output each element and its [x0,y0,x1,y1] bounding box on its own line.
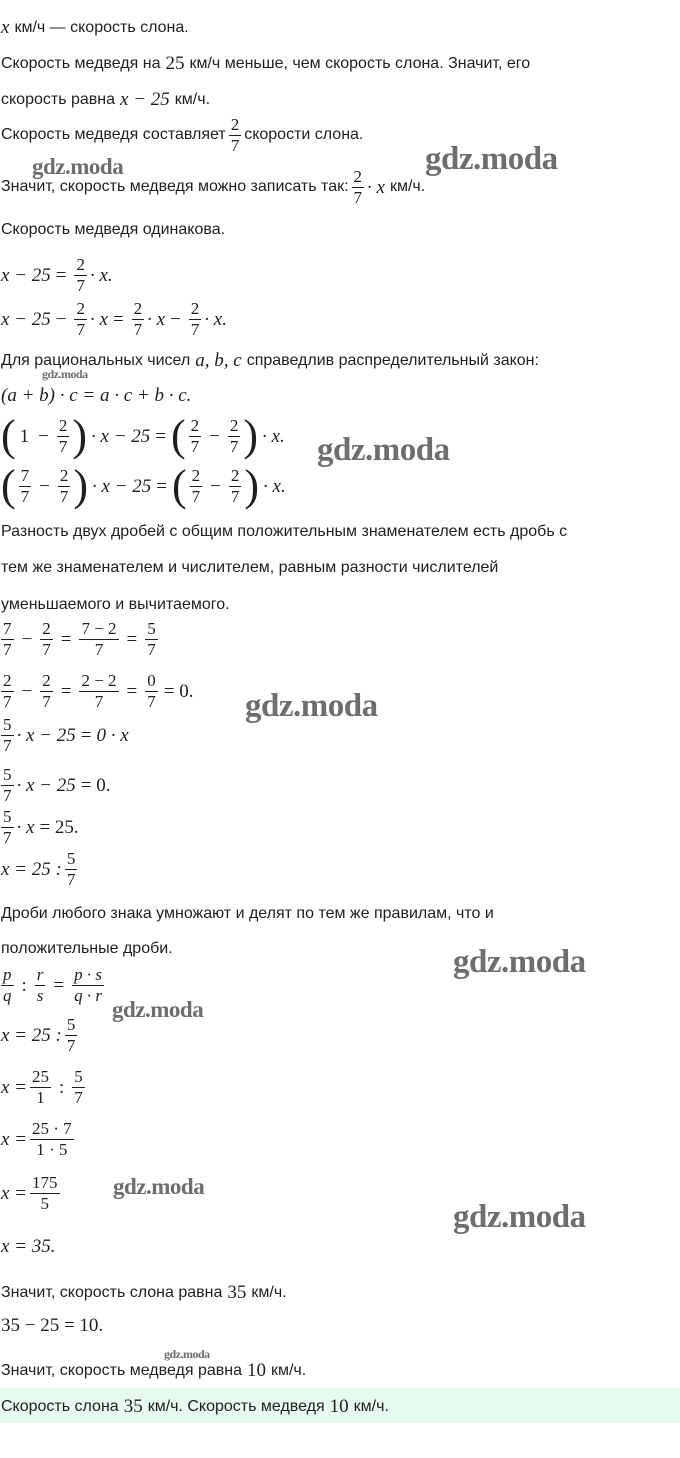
equation-7: $\frac{5}{7}$ · x − 25 = 0 · x [3,715,129,755]
watermark-logo: gdz.moda [453,944,586,980]
watermark-logo: gdz.moda [453,1199,586,1235]
division-rule: $\frac{p}{q}$ : $\frac{r}{s}$ = $\frac{p \cdot s}{q \cdot r}$ [3,965,102,1005]
rule-text-4: Дроби любого знака умножают и делят по тем же правилам, что и [1,905,494,922]
equation-1: x − 25 = $\frac{2}{7}$ · x. [1,255,113,295]
var-x: x [1,17,10,38]
watermark-logo: gdz.moda [164,1347,210,1361]
equation-4: ( $\frac{7}{7}$ − $\frac{2}{7}$ ) · x − 25 = ( $\frac{2}{7}$ − $\frac{2}{7}$ ) · x. [1,461,286,510]
watermark-logo: gdz.moda [317,432,450,468]
equation-result: x = 35. [1,1236,56,1257]
equation-14: x = $\frac{175}{5}$ [1,1173,58,1213]
answer-box [0,1388,680,1423]
equation-6: $\frac{2}{7}$ − $\frac{2}{7}$ = $\frac{2 - 2}{7}$ = $\frac{0}{7}$ = 0. [3,671,194,711]
rule-text-3: уменьшаемого и вычитаемого. [1,596,230,613]
watermark-logo: gdz.moda [32,154,124,179]
rule-text-1: Разность двух дробей с общим положительным знаменателем есть дробь с [1,523,568,540]
equation-9: $\frac{5}{7}$ · x = 25. [3,807,79,847]
line-speed-diff: Скорость медведя на 25 км/ч меньше, чем скорость слона. Значит, его [1,53,531,74]
fraction-2-7: $\frac{2}{7}$ [230,115,240,155]
line-var-def: x км/ч — скорость слона. [1,17,189,38]
distributive-law: (a + b) · c = a · c + b · c. [1,385,192,406]
equation-11: x = 25 : $\frac{5}{7}$ [1,1015,76,1055]
watermark-logo: gdz.moda [42,367,88,381]
watermark-logo: gdz.moda [425,141,558,177]
line-bear-fraction: Скорость медведя составляет $\frac{2}{7}$ скорости слона. [1,115,364,155]
equation-8: $\frac{5}{7}$ · x − 25 = 0. [3,765,111,805]
line-bear-result: Значит, скорость медведя равна 10 км/ч. [1,1360,307,1381]
equation-10: x = 25 : $\frac{5}{7}$ [1,849,76,889]
equation-12: x = $\frac{25}{1}$ : $\frac{5}{7}$ [1,1067,83,1107]
rule-text-5: положительные дроби. [1,940,173,957]
line-equal: Скорость медведя одинакова. [1,221,226,238]
equation-5: $\frac{7}{7}$ − $\frac{2}{7}$ = $\frac{7 - 2}{7}$ = $\frac{5}{7}$ [3,619,156,659]
equation-bear: 35 − 25 = 10. [1,1315,104,1336]
equation-3: ( 1 − $\frac{2}{7}$ ) · x − 25 = ( $\frac{2}{7}$ − $\frac{2}{7}$ ) · x. [1,411,285,460]
line-bear-speed: скорость равна x − 25 км/ч. [1,89,211,110]
line-elephant-speed: Значит, скорость слона равна 35 км/ч. [1,1282,287,1303]
answer-text: Скорость слона 35 км/ч. Скорость медведя 10 км/ч. [1,1396,389,1417]
watermark-logo: gdz.moda [245,688,378,724]
equation-2: x − 25 − $\frac{2}{7}$ · x = $\frac{2}{7}$ · x − $\frac{2}{7}$ · x. [1,299,227,339]
line-bear-expr: Значит, скорость медведя можно записать так: $\frac{2}{7}$ · x км/ч. [1,167,426,207]
line-distributive: Для рациональных чисел a, b, c справедлив распределительный закон: [1,350,539,371]
rule-text-2: тем же знаменателем и числителем, равным разности числителей [1,559,499,576]
watermark-logo: gdz.moda [113,1174,205,1199]
equation-13: x = $\frac{25 \cdot 7}{1 \cdot 5}$ [1,1119,72,1159]
watermark-logo: gdz.moda [112,997,204,1022]
